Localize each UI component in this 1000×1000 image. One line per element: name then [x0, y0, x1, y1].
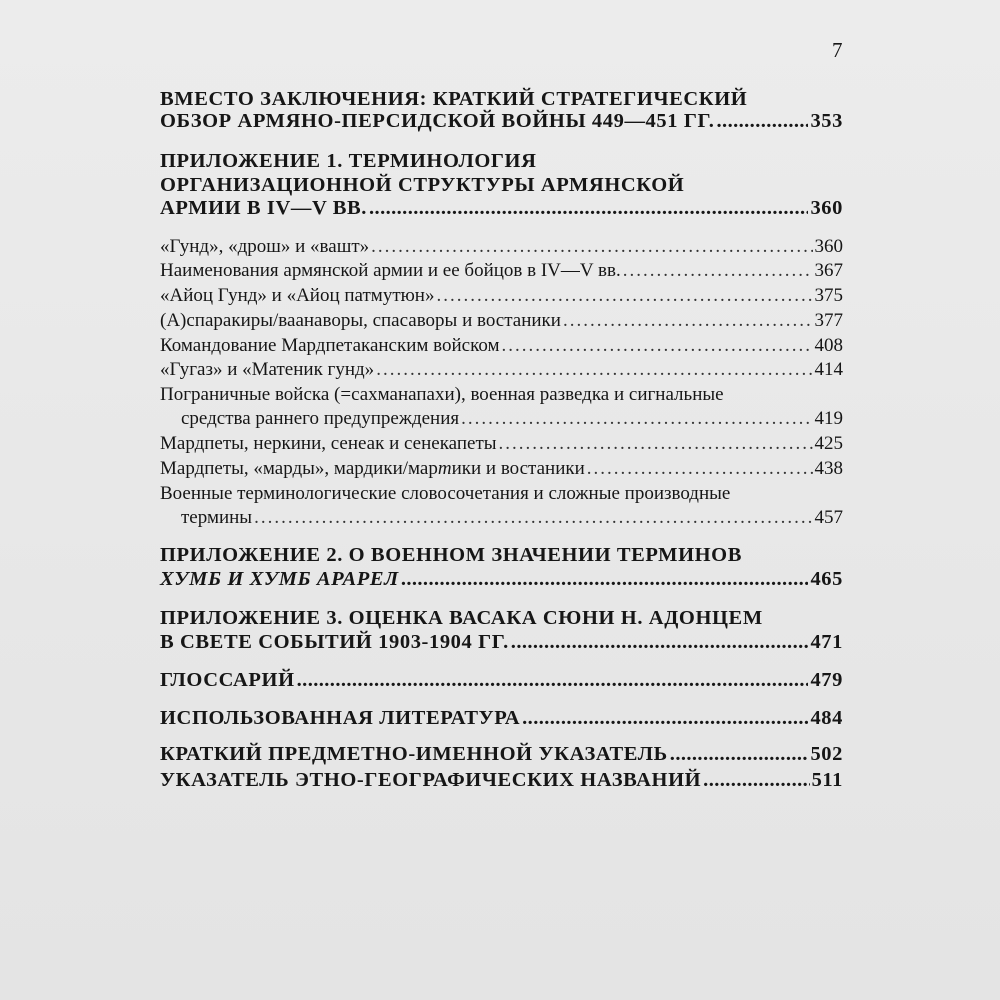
- toc-page-number: 414: [814, 359, 843, 380]
- toc-subentry-text: [160, 458, 585, 480]
- dot-leader: [522, 707, 808, 730]
- toc-subentry: [0, 507, 1000, 529]
- dot-leader: [623, 260, 813, 282]
- toc-subentry: [0, 260, 1000, 282]
- toc-page-number: 375: [814, 285, 843, 306]
- toc-page-number: 425: [814, 433, 843, 454]
- toc-subentry: [0, 458, 1000, 480]
- toc-subentry-text: Наименования армянской армии и ее бойцов в IV—V вв.: [160, 260, 621, 281]
- toc-subentry: [0, 310, 1000, 332]
- toc-page-number: 484: [810, 707, 843, 729]
- text-part-italic: т: [437, 458, 452, 479]
- dot-leader: [436, 285, 812, 307]
- toc-page-number: 367: [814, 260, 843, 281]
- dot-leader: [499, 433, 813, 455]
- toc-heading-text: ГЛОССАРИЙ: [160, 669, 295, 691]
- toc-subentry-text: «Айоц Гунд» и «Айоц патмутюн»: [160, 285, 435, 306]
- toc-subentry-text: Мардпеты, неркини, сенеак и сенекапеты: [160, 433, 497, 454]
- text-part: Мардпеты, «марды», мардики/мар: [160, 458, 438, 479]
- toc-subentry: [0, 285, 1000, 307]
- toc-entry: [0, 197, 1000, 220]
- toc-heading-line: ОРГАНИЗАЦИОННОЙ СТРУКТУРЫ АРМЯНСКОЙ: [160, 174, 685, 196]
- toc-page-number: 438: [814, 458, 843, 479]
- toc-page-number: 471: [810, 631, 843, 653]
- toc-subentry: [0, 359, 1000, 381]
- toc-entry: [0, 110, 1000, 133]
- toc-heading-line: ПРИЛОЖЕНИЕ 2. О ВОЕННОМ ЗНАЧЕНИИ ТЕРМИНОВ: [160, 544, 743, 566]
- toc-heading-text: В СВЕТЕ СОБЫТИЙ 1903-1904 ГГ.: [160, 631, 509, 653]
- toc-entry: [0, 568, 1000, 591]
- toc-subentry-text: «Гунд», «дрош» и «вашт»: [160, 236, 370, 257]
- toc-page-number: 502: [810, 743, 843, 765]
- toc-heading-text: ХУМБ И ХУМБ АРАРЕЛ: [160, 568, 399, 590]
- toc-subentry: [0, 408, 1000, 430]
- dot-leader: [376, 359, 812, 381]
- toc-subentry: [0, 236, 1000, 258]
- dot-leader: [369, 197, 808, 220]
- toc-page-number: 353: [810, 110, 843, 132]
- toc-heading-line: ПРИЛОЖЕНИЕ 1. ТЕРМИНОЛОГИЯ: [160, 150, 537, 172]
- toc-heading-text: АРМИИ В IV—V ВВ.: [160, 197, 368, 219]
- text-part: ики и востаники: [451, 458, 585, 479]
- dot-leader: [401, 568, 809, 591]
- toc-subentry: [0, 433, 1000, 455]
- toc-heading-text: ИСПОЛЬЗОВАННАЯ ЛИТЕРАТУРА: [160, 707, 521, 729]
- toc-page-number: 377: [814, 310, 843, 331]
- toc-page-number: 479: [810, 669, 843, 691]
- dot-leader: [371, 236, 812, 258]
- toc-page-number: 408: [814, 335, 843, 356]
- dot-leader: [563, 310, 813, 332]
- toc-entry: [0, 769, 1000, 792]
- dot-leader: [670, 743, 809, 766]
- toc-page-number: 419: [814, 408, 843, 429]
- dot-leader: [461, 408, 812, 430]
- toc-heading-line: ПРИЛОЖЕНИЕ 3. ОЦЕНКА ВАСАКА СЮНИ Н. АДОНЦЕМ: [160, 607, 763, 629]
- toc-entry: [0, 707, 1000, 730]
- dot-leader: [511, 631, 809, 654]
- toc-entry: [0, 743, 1000, 766]
- toc-subentry-text: Военные терминологические словосочетания и сложные производные: [160, 483, 731, 504]
- dot-leader: [703, 769, 809, 792]
- toc-page-number: 465: [810, 568, 843, 590]
- toc-entry: [0, 631, 1000, 654]
- toc-subentry-text: «Гугаз» и «Матеник гунд»: [160, 359, 375, 380]
- dot-leader: [254, 507, 812, 529]
- dot-leader: [587, 458, 813, 480]
- toc-heading-text: КРАТКИЙ ПРЕДМЕТНО-ИМЕННОЙ УКАЗАТЕЛЬ: [160, 743, 668, 765]
- toc-heading-text: УКАЗАТЕЛЬ ЭТНО-ГЕОГРАФИЧЕСКИХ НАЗВАНИЙ: [160, 769, 702, 791]
- toc-subentry-text: (А)спаракиры/ваанаворы, спасаворы и востаники: [160, 310, 561, 331]
- dot-leader: [717, 110, 809, 133]
- toc-subentry: [0, 335, 1000, 357]
- toc-heading-text: ОБЗОР АРМЯНО-ПЕРСИДСКОЙ ВОЙНЫ 449—451 ГГ.: [160, 110, 715, 132]
- toc-subentry-text: средства раннего предупреждения: [181, 408, 460, 429]
- toc-page-number: 360: [810, 197, 843, 219]
- toc-page-number: 511: [811, 769, 843, 791]
- toc-subentry-text: Командование Мардпетаканским войском: [160, 335, 500, 356]
- toc-subentry-text: термины: [181, 507, 253, 528]
- dot-leader: [502, 335, 813, 357]
- toc-heading-line: ВМЕСТО ЗАКЛЮЧЕНИЯ: КРАТКИЙ СТРАТЕГИЧЕСКИЙ: [160, 88, 748, 110]
- toc-page-number: 360: [814, 236, 843, 257]
- dot-leader: [297, 669, 809, 692]
- page-number: 7: [832, 38, 843, 62]
- toc-page-number: 457: [814, 507, 843, 528]
- toc-entry: [0, 669, 1000, 692]
- toc-subentry-text: Пограничные войска (=сахманапахи), военная разведка и сигнальные: [160, 384, 724, 405]
